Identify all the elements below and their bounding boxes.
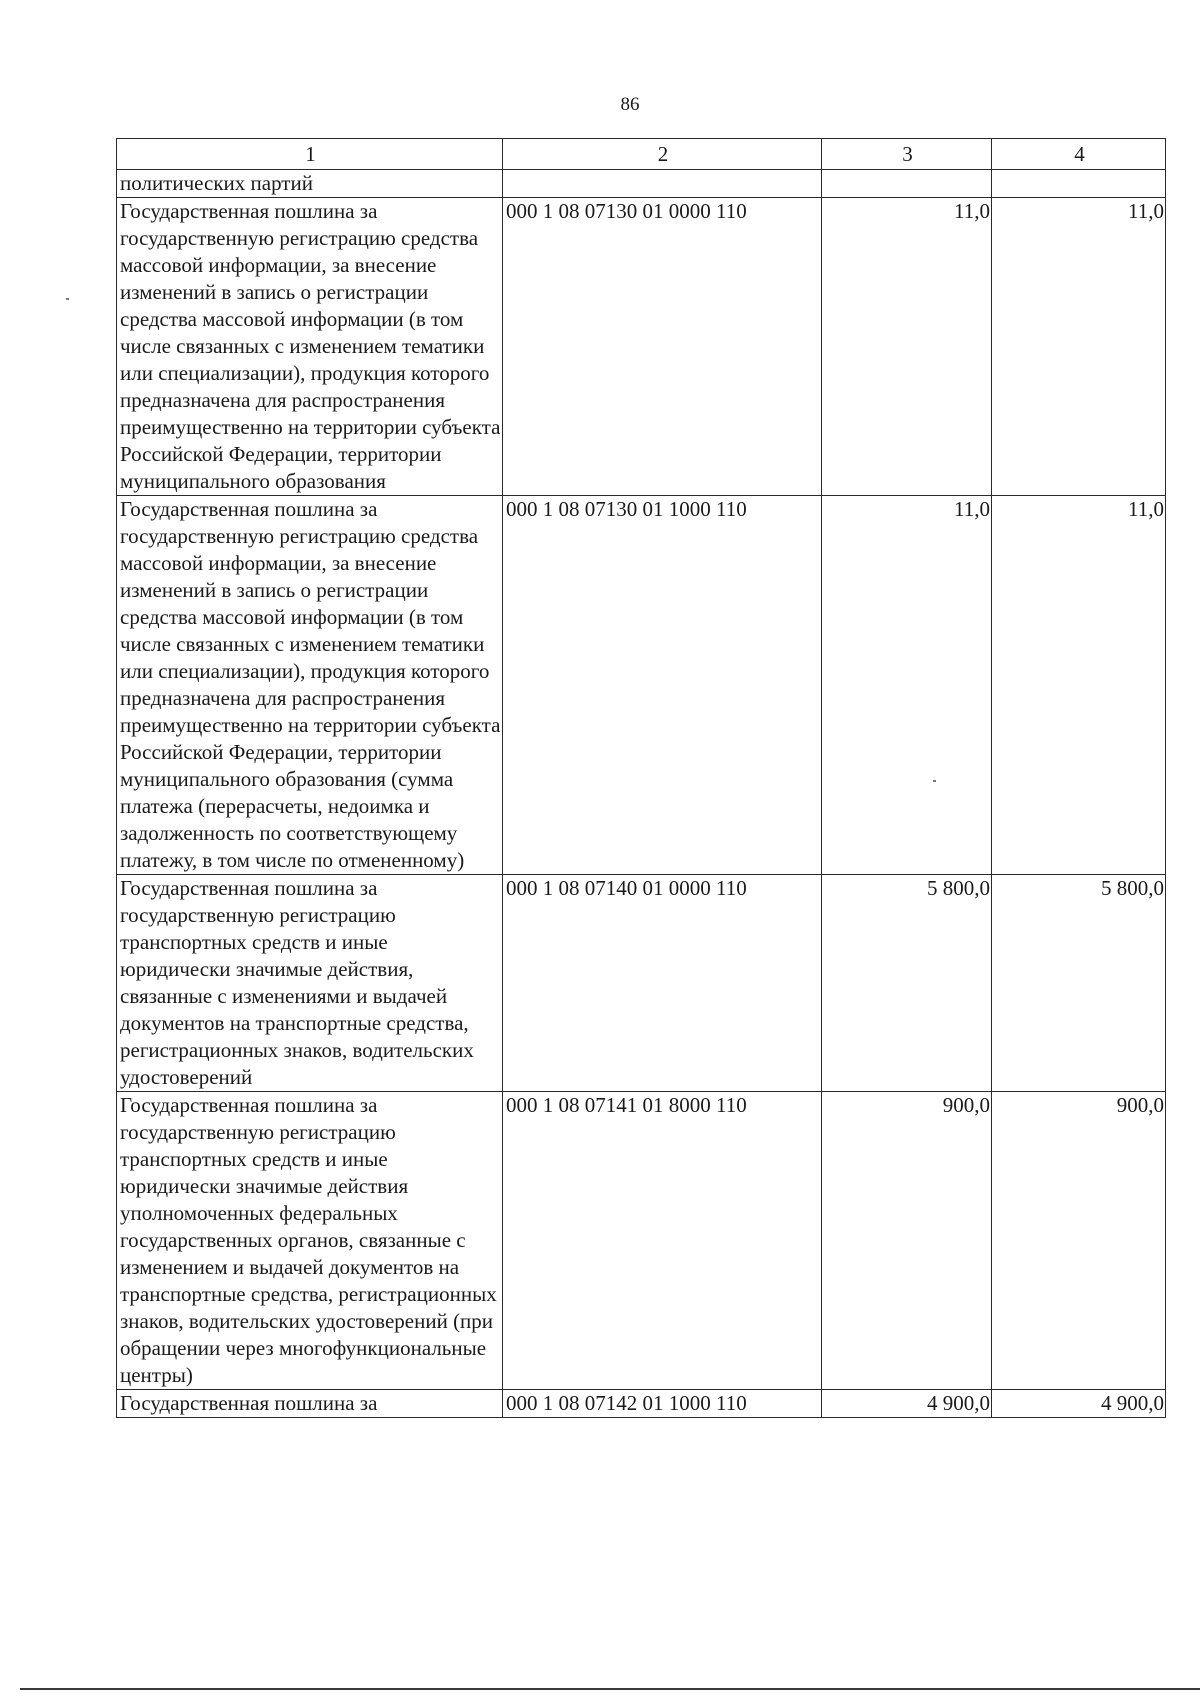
row-name: Государственная пошлина за	[117, 1390, 503, 1418]
table-row	[117, 1092, 1166, 1390]
scan-speck	[933, 780, 936, 782]
row-name: Государственная пошлина за государственную регистрацию средства массовой информации, за внесение изменений в запись о регистрации средства массовой информации (в том числе связанных с изменением тематики или специализации), продукция которого предназначена для распространения преимущественно на территории субъекта Российской Федерации, территории муниципального образования (сумма платежа (перерасчеты, недоимка и задолженность по соответствующему платежу, в том числе по отмененному)	[117, 496, 503, 875]
row-value-col3: 5 800,0	[822, 875, 992, 1092]
row-value-col4: 5 800,0	[992, 875, 1166, 1092]
row-name: Государственная пошлина за государственную регистрацию средства массовой информации, за внесение изменений в запись о регистрации средства массовой информации (в том числе связанных с изменением тематики или специализации), продукция которого предназначена для распространения преимущественно на территории субъекта Российской Федерации, территории муниципального образования	[117, 198, 503, 496]
column-header-2: 2	[503, 139, 822, 170]
row-value-col3: 900,0	[822, 1092, 992, 1390]
row-code: 000 1 08 07130 01 1000 110	[503, 496, 822, 875]
row-name: Государственная пошлина за государственную регистрацию транспортных средств и иные юридически значимые действия уполномоченных федеральных государственных органов, связанные с изменением и выдачей документов на транспортные средства, регистрационных знаков, водительских удостоверений (при обращении через многофункциональные центры)	[117, 1092, 503, 1390]
table-row	[117, 198, 1166, 496]
column-header-3: 3	[822, 139, 992, 170]
row-value-col4: 11,0	[992, 496, 1166, 875]
bottom-scan-edge	[20, 1688, 1200, 1690]
row-value-col3	[822, 170, 992, 198]
row-value-col3: 11,0	[822, 198, 992, 496]
column-header-1: 1	[117, 139, 503, 170]
table-row	[117, 1390, 1166, 1418]
row-code: 000 1 08 07142 01 1000 110	[503, 1390, 822, 1418]
row-value-col4: 4 900,0	[992, 1390, 1166, 1418]
row-code: 000 1 08 07140 01 0000 110	[503, 875, 822, 1092]
table-header-row	[117, 139, 1166, 170]
revenue-table	[116, 138, 1166, 1418]
table-row	[117, 496, 1166, 875]
scan-speck	[66, 298, 69, 300]
row-code: 000 1 08 07130 01 0000 110	[503, 198, 822, 496]
row-value-col4	[992, 170, 1166, 198]
row-name: Государственная пошлина за государственную регистрацию транспортных средств и иные юридически значимые действия, связанные с изменениями и выдачей документов на транспортные средства, регистрационных знаков, водительских удостоверений	[117, 875, 503, 1092]
row-code: 000 1 08 07141 01 8000 110	[503, 1092, 822, 1390]
row-value-col4: 11,0	[992, 198, 1166, 496]
row-code	[503, 170, 822, 198]
row-name: политических партий	[117, 170, 503, 198]
row-value-col3: 4 900,0	[822, 1390, 992, 1418]
row-value-col3: 11,0	[822, 496, 992, 875]
page-number: 86	[620, 94, 640, 115]
table-row	[117, 875, 1166, 1092]
table-row	[117, 170, 1166, 198]
row-value-col4: 900,0	[992, 1092, 1166, 1390]
column-header-4: 4	[992, 139, 1166, 170]
